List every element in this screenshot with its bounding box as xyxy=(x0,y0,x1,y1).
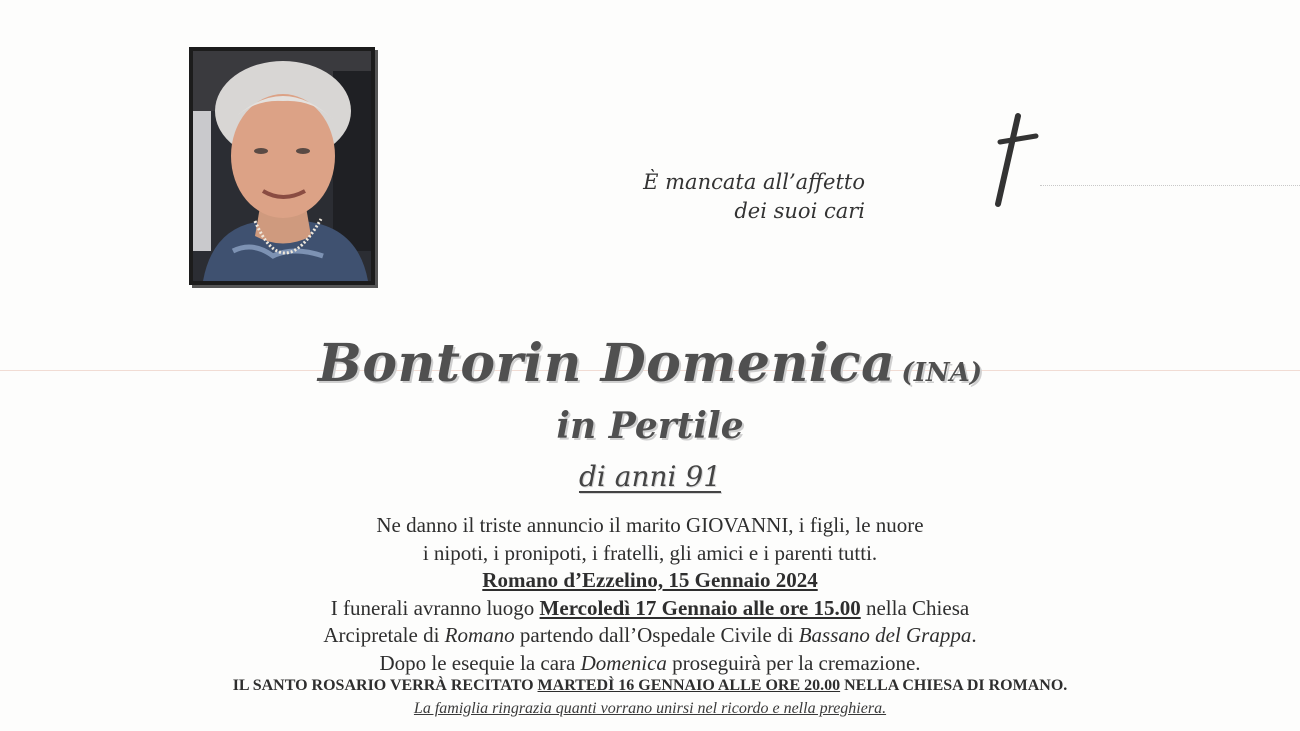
rosary-pre: IL SANTO ROSARIO VERRÀ RECITATO xyxy=(232,677,538,694)
rosary-notice xyxy=(0,677,1300,695)
rosary-date: MARTEDÌ 16 GENNAIO ALLE ORE 20.00 xyxy=(537,677,841,694)
married-name: in Pertile xyxy=(556,405,744,447)
nickname: (INA) xyxy=(901,358,983,388)
church-end: . xyxy=(971,623,977,647)
age-line xyxy=(0,460,1300,493)
church-mid: partendo dall’Ospedale Civile di xyxy=(514,623,799,647)
cremation-name: Domenica xyxy=(580,650,667,675)
family-thanks: La famiglia ringrazia quanti vorrano unirsi nel ricordo e nella preghiera. xyxy=(413,700,887,717)
deceased-name xyxy=(0,333,1300,394)
cross-icon xyxy=(990,112,1040,208)
fold-line xyxy=(1040,185,1300,187)
cremation-line xyxy=(0,650,1300,678)
announcement-line-1: Ne danno il triste annuncio il marito GIOVANNI, i figli, le nuore xyxy=(376,513,924,537)
church-place: Romano xyxy=(444,623,515,647)
mourning-quote xyxy=(560,168,865,226)
funeral-post: nella Chiesa xyxy=(860,595,970,620)
church-pre: Arcipretale di xyxy=(323,623,445,647)
funeral-date: Mercoledì 17 Gennaio alle ore 15.00 xyxy=(539,595,861,620)
place-date-line xyxy=(0,567,1300,595)
announcement-text xyxy=(0,512,1300,677)
hospital-place: Bassano del Grappa xyxy=(798,623,972,647)
quote-line-1: È mancata all’affetto xyxy=(643,170,865,194)
rosary-post: NELLA CHIESA DI ROMANO. xyxy=(840,677,1068,694)
portrait-image xyxy=(193,51,371,281)
church-line xyxy=(0,622,1300,650)
place-date: Romano d’Ezzelino, 15 Gennaio 2024 xyxy=(482,568,818,592)
portrait-photo xyxy=(189,47,375,285)
cremation-post: proseguirà per la cremazione. xyxy=(666,650,921,675)
age-text: di anni 91 xyxy=(578,460,722,493)
funeral-pre: I funerali avranno luogo xyxy=(330,595,540,620)
announcement-line-2: i nipoti, i pronipoti, i fratelli, gli amici e i parenti tutti. xyxy=(422,540,878,565)
full-name: Bontorin Domenica xyxy=(317,333,896,394)
quote-line-2: dei suoi cari xyxy=(734,199,865,223)
cremation-pre: Dopo le esequie la cara xyxy=(379,650,581,675)
funeral-line xyxy=(0,595,1300,623)
